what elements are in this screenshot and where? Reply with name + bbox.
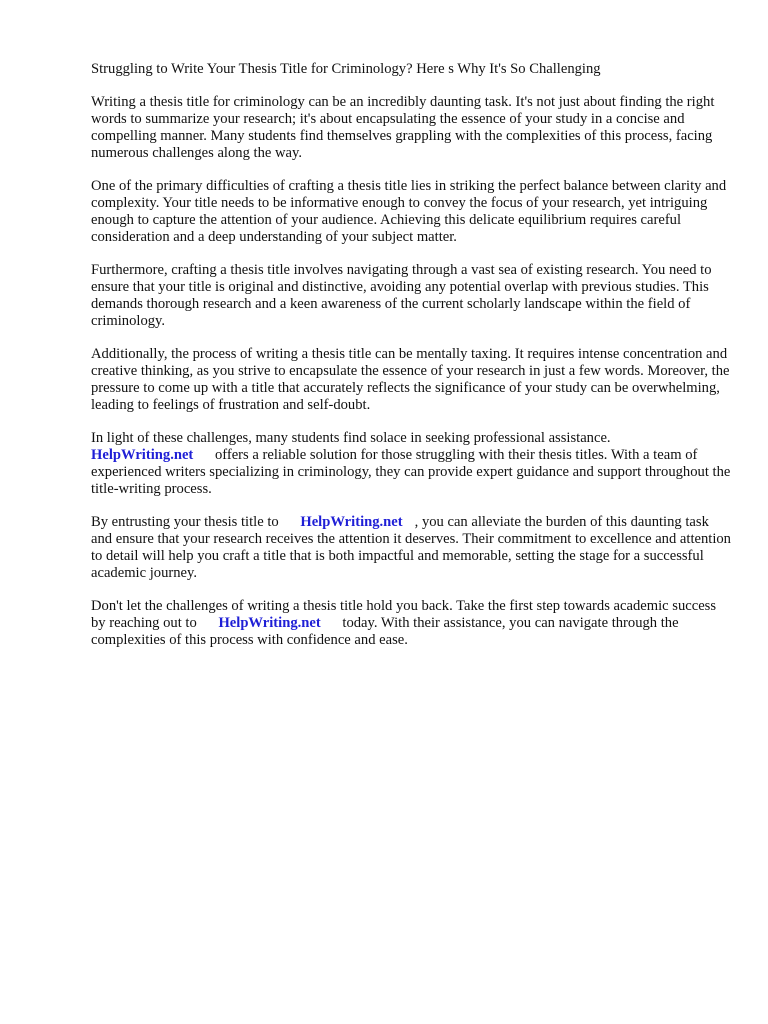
helpwriting-link-2[interactable]: HelpWriting.net [300,514,403,530]
paragraph-existing-research: Furthermore, crafting a thesis title involves navigating through a vast sea of existing research. You need to ensure that your title is original and distinctive, avoiding any potential overlap with previous studies. This demands thorough research and a keen awareness of the current scholarly landscape within the field of criminology. [91,262,712,329]
helpwriting-link-1[interactable]: HelpWriting.net [91,447,194,463]
paragraph-call-to-action [91,598,731,649]
paragraph-entrusting-text-before: By entrusting your thesis title to [91,514,279,530]
paragraph-assistance-text-after: offers a reliable solution for those struggling with their thesis titles. With a team of experienced writers specializing in criminology, they can provide expert guidance and support throughout the title-writing process. [91,447,731,497]
paragraph-difficulties: One of the primary difficulties of crafting a thesis title lies in striking the perfect balance between clarity and complexity. Your title needs to be informative enough to convey the focus of your research, yet intriguing enough to capture the attention of your audience. Achieving this delicate equilibrium requires careful consideration and a deep understanding of your subject matter. [91,178,727,245]
document-title: Struggling to Write Your Thesis Title for Criminology? Here s Why It's So Challenging [91,61,601,77]
document-page [91,61,731,665]
paragraph-entrusting [91,514,731,582]
helpwriting-link-3[interactable]: HelpWriting.net [218,615,321,631]
paragraph-cta-text-before: Don't let the challenges of writing a thesis title hold you back. Take the first step towards academic success by reaching out to [91,598,717,631]
paragraph-mental-taxing: Additionally, the process of writing a thesis title can be mentally taxing. It requires intense concentration and creative thinking, as you strive to encapsulate the essence of your research in just a few words. Moreover, the pressure to come up with a title that accurately reflects the significance of your study can be overwhelming, leading to feelings of frustration and self-doubt. [91,346,730,413]
paragraph-assistance-text-before: In light of these challenges, many students find solace in seeking professional assistance. [91,430,611,446]
paragraph-entrusting-text-after: , you can alleviate the burden of this daunting task and ensure that your research receives the attention it deserves. Their commitment to excellence and attention to detail will help you craft a title that is both impactful and memorable, setting the stage for a successful academic journey. [91,514,731,581]
paragraph-intro: Writing a thesis title for criminology can be an incredibly daunting task. It's not just about finding the right words to summarize your research; it's about encapsulating the essence of your study in a concise and compelling manner. Many students find themselves grappling with the complexities of this process, facing numerous challenges along the way. [91,94,715,161]
paragraph-cta-text-after: today. With their assistance, you can navigate through the complexities of this process with confidence and ease. [91,615,679,648]
paragraph-assistance [91,430,731,498]
